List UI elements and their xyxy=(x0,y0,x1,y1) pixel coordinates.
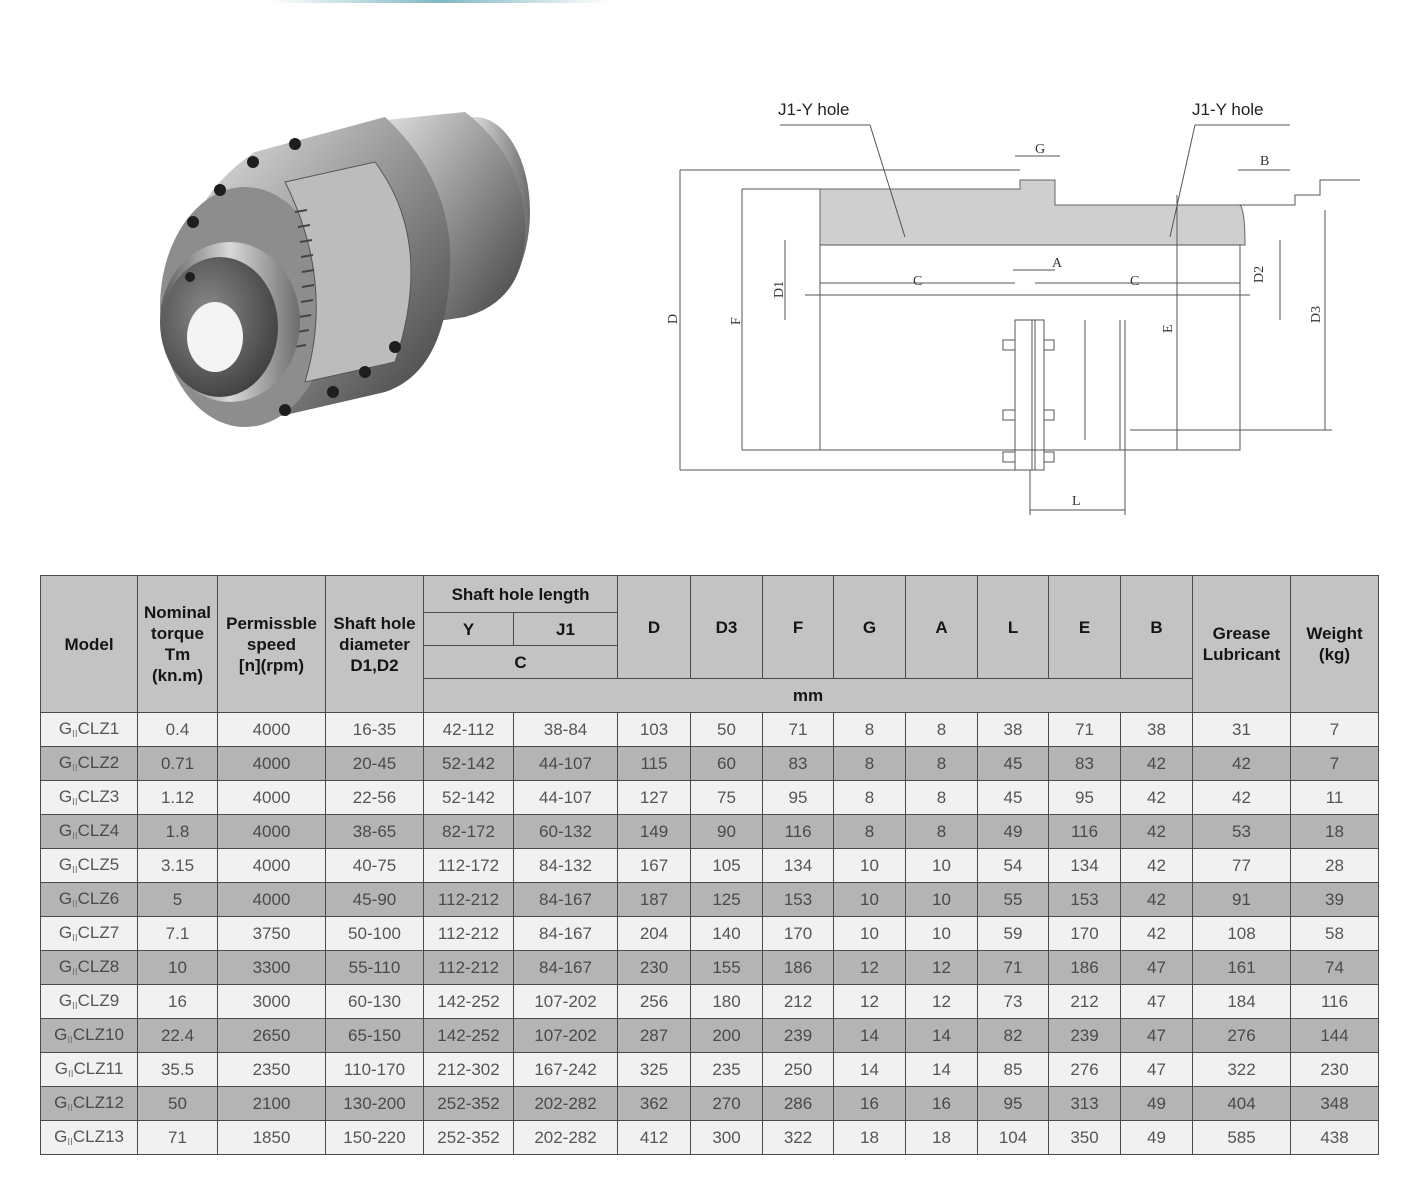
callout-j1-y-hole-left: J1-Y hole xyxy=(778,100,850,119)
callout-j1-y-hole-right: J1-Y hole xyxy=(1192,100,1264,119)
cell-torque: 10 xyxy=(138,951,218,985)
cell-l: 73 xyxy=(978,985,1049,1019)
cell-weight: 438 xyxy=(1291,1121,1379,1155)
table-row xyxy=(41,713,1379,747)
cell-a: 8 xyxy=(906,781,978,815)
svg-text:C: C xyxy=(913,274,923,289)
cell-d: 187 xyxy=(618,883,691,917)
cell-grease: 161 xyxy=(1193,951,1291,985)
cell-e: 95 xyxy=(1049,781,1121,815)
cell-f: 116 xyxy=(763,815,834,849)
cell-e: 134 xyxy=(1049,849,1121,883)
header-a: A xyxy=(906,576,978,679)
cell-model: $G_{II}CLZ9$ xyxy=(41,985,138,1019)
cell-g: 8 xyxy=(834,713,906,747)
cell-diameter: 55-110 xyxy=(326,951,424,985)
cell-b: 47 xyxy=(1121,1019,1193,1053)
cell-d: 115 xyxy=(618,747,691,781)
cell-a: 10 xyxy=(906,917,978,951)
cell-y: 52-142 xyxy=(424,781,514,815)
cell-model: $G_{II}CLZ2$ xyxy=(41,747,138,781)
header-l: L xyxy=(978,576,1049,679)
cell-speed: 4000 xyxy=(218,849,326,883)
cell-torque: 5 xyxy=(138,883,218,917)
table-row xyxy=(41,985,1379,1019)
cell-b: 49 xyxy=(1121,1087,1193,1121)
cell-f: 239 xyxy=(763,1019,834,1053)
cell-torque: 1.8 xyxy=(138,815,218,849)
cell-j1: 167-242 xyxy=(514,1053,618,1087)
cell-g: 10 xyxy=(834,917,906,951)
cell-a: 12 xyxy=(906,985,978,1019)
table-row xyxy=(41,747,1379,781)
svg-text:G: G xyxy=(1035,142,1046,157)
specification-table xyxy=(40,575,1379,1155)
cell-diameter: 40-75 xyxy=(326,849,424,883)
cell-diameter: 65-150 xyxy=(326,1019,424,1053)
cell-weight: 39 xyxy=(1291,883,1379,917)
cell-a: 12 xyxy=(906,951,978,985)
cell-weight: 11 xyxy=(1291,781,1379,815)
table-row xyxy=(41,815,1379,849)
cell-l: 45 xyxy=(978,781,1049,815)
cell-e: 83 xyxy=(1049,747,1121,781)
cell-j1: 44-107 xyxy=(514,747,618,781)
header-d3: D3 xyxy=(691,576,763,679)
cell-g: 18 xyxy=(834,1121,906,1155)
cell-e: 212 xyxy=(1049,985,1121,1019)
cell-d: 204 xyxy=(618,917,691,951)
cell-a: 8 xyxy=(906,747,978,781)
cell-grease: 42 xyxy=(1193,781,1291,815)
header-d: D xyxy=(618,576,691,679)
cell-l: 95 xyxy=(978,1087,1049,1121)
cell-grease: 276 xyxy=(1193,1019,1291,1053)
table-row xyxy=(41,1121,1379,1155)
cell-y: 212-302 xyxy=(424,1053,514,1087)
cell-g: 14 xyxy=(834,1019,906,1053)
cell-g: 8 xyxy=(834,781,906,815)
cell-speed: 3000 xyxy=(218,985,326,1019)
cell-model: $G_{II}CLZ4$ xyxy=(41,815,138,849)
cell-f: 212 xyxy=(763,985,834,1019)
cell-l: 85 xyxy=(978,1053,1049,1087)
cell-diameter: 60-130 xyxy=(326,985,424,1019)
cell-d3: 200 xyxy=(691,1019,763,1053)
header-f: F xyxy=(763,576,834,679)
cell-d: 325 xyxy=(618,1053,691,1087)
cell-f: 170 xyxy=(763,917,834,951)
cell-d: 167 xyxy=(618,849,691,883)
cell-j1: 202-282 xyxy=(514,1121,618,1155)
cell-speed: 4000 xyxy=(218,781,326,815)
cell-d3: 105 xyxy=(691,849,763,883)
cell-d3: 140 xyxy=(691,917,763,951)
cell-y: 112-172 xyxy=(424,849,514,883)
cell-model: $G_{II}CLZ1$ xyxy=(41,713,138,747)
cell-weight: 74 xyxy=(1291,951,1379,985)
cell-d: 287 xyxy=(618,1019,691,1053)
cell-d3: 270 xyxy=(691,1087,763,1121)
cell-model: $G_{II}CLZ11$ xyxy=(41,1053,138,1087)
cell-d3: 50 xyxy=(691,713,763,747)
cell-model: $G_{II}CLZ10$ xyxy=(41,1019,138,1053)
svg-text:D2: D2 xyxy=(1252,265,1267,283)
cell-a: 10 xyxy=(906,883,978,917)
cell-y: 112-212 xyxy=(424,883,514,917)
cell-diameter: 50-100 xyxy=(326,917,424,951)
cell-e: 313 xyxy=(1049,1087,1121,1121)
cell-diameter: 150-220 xyxy=(326,1121,424,1155)
cell-torque: 71 xyxy=(138,1121,218,1155)
cell-g: 12 xyxy=(834,985,906,1019)
svg-text:C: C xyxy=(1130,274,1140,289)
cell-grease: 108 xyxy=(1193,917,1291,951)
svg-text:D: D xyxy=(666,313,681,324)
cell-torque: 0.71 xyxy=(138,747,218,781)
cell-a: 8 xyxy=(906,713,978,747)
cell-j1: 84-167 xyxy=(514,883,618,917)
cell-torque: 1.12 xyxy=(138,781,218,815)
cell-grease: 322 xyxy=(1193,1053,1291,1087)
cell-e: 276 xyxy=(1049,1053,1121,1087)
cell-b: 42 xyxy=(1121,781,1193,815)
cell-f: 250 xyxy=(763,1053,834,1087)
cell-d: 412 xyxy=(618,1121,691,1155)
cell-diameter: 16-35 xyxy=(326,713,424,747)
cell-model: $G_{II}CLZ5$ xyxy=(41,849,138,883)
header-unit-mm: mm xyxy=(424,679,1193,713)
svg-text:B: B xyxy=(1260,154,1270,169)
svg-text:L: L xyxy=(1072,494,1081,509)
header-e: E xyxy=(1049,576,1121,679)
cell-torque: 7.1 xyxy=(138,917,218,951)
cell-y: 112-212 xyxy=(424,917,514,951)
cell-weight: 18 xyxy=(1291,815,1379,849)
svg-text:E: E xyxy=(1161,324,1176,333)
cell-l: 104 xyxy=(978,1121,1049,1155)
cell-d: 127 xyxy=(618,781,691,815)
cell-diameter: 38-65 xyxy=(326,815,424,849)
header-weight: Weight (kg) xyxy=(1291,576,1379,713)
cell-j1: 107-202 xyxy=(514,985,618,1019)
cell-j1: 107-202 xyxy=(514,1019,618,1053)
cell-l: 54 xyxy=(978,849,1049,883)
cell-y: 142-252 xyxy=(424,1019,514,1053)
cell-b: 47 xyxy=(1121,1053,1193,1087)
svg-text:D1: D1 xyxy=(772,280,787,298)
cell-model: $G_{II}CLZ7$ xyxy=(41,917,138,951)
cell-y: 42-112 xyxy=(424,713,514,747)
table-row xyxy=(41,917,1379,951)
table-row xyxy=(41,849,1379,883)
cell-speed: 3300 xyxy=(218,951,326,985)
cell-g: 8 xyxy=(834,815,906,849)
cell-b: 42 xyxy=(1121,917,1193,951)
cell-grease: 42 xyxy=(1193,747,1291,781)
cell-b: 42 xyxy=(1121,849,1193,883)
cell-f: 134 xyxy=(763,849,834,883)
cell-speed: 4000 xyxy=(218,815,326,849)
svg-text:A: A xyxy=(1052,256,1063,271)
cell-g: 12 xyxy=(834,951,906,985)
cell-a: 8 xyxy=(906,815,978,849)
cell-diameter: 110-170 xyxy=(326,1053,424,1087)
header-shaft-hole-length: Shaft hole length xyxy=(424,576,618,613)
header-b: B xyxy=(1121,576,1193,679)
cell-y: 252-352 xyxy=(424,1121,514,1155)
cell-weight: 116 xyxy=(1291,985,1379,1019)
cell-model: $G_{II}CLZ8$ xyxy=(41,951,138,985)
cell-speed: 4000 xyxy=(218,883,326,917)
header-model: Model xyxy=(41,576,138,713)
coupling-dimension-drawing xyxy=(660,85,1380,525)
cell-weight: 230 xyxy=(1291,1053,1379,1087)
cell-f: 95 xyxy=(763,781,834,815)
header-j1: J1 xyxy=(514,613,618,646)
svg-text:D3: D3 xyxy=(1309,305,1324,323)
cell-d: 149 xyxy=(618,815,691,849)
cell-diameter: 45-90 xyxy=(326,883,424,917)
cell-weight: 348 xyxy=(1291,1087,1379,1121)
cell-d3: 235 xyxy=(691,1053,763,1087)
header-speed: Permissble speed [n](rpm) xyxy=(218,576,326,713)
cell-weight: 7 xyxy=(1291,713,1379,747)
header-torque: Nominal torque Tm (kn.m) xyxy=(138,576,218,713)
cell-grease: 184 xyxy=(1193,985,1291,1019)
cell-grease: 585 xyxy=(1193,1121,1291,1155)
cell-speed: 2100 xyxy=(218,1087,326,1121)
cell-f: 186 xyxy=(763,951,834,985)
gear-coupling-product-image xyxy=(135,92,555,437)
cell-b: 47 xyxy=(1121,985,1193,1019)
cell-g: 10 xyxy=(834,883,906,917)
cell-l: 49 xyxy=(978,815,1049,849)
cell-torque: 22.4 xyxy=(138,1019,218,1053)
cell-e: 186 xyxy=(1049,951,1121,985)
cell-weight: 28 xyxy=(1291,849,1379,883)
cell-a: 14 xyxy=(906,1019,978,1053)
header-diameter: Shaft hole diameter D1,D2 xyxy=(326,576,424,713)
cell-j1: 84-167 xyxy=(514,951,618,985)
cell-g: 14 xyxy=(834,1053,906,1087)
cell-weight: 58 xyxy=(1291,917,1379,951)
cell-speed: 2650 xyxy=(218,1019,326,1053)
cell-g: 10 xyxy=(834,849,906,883)
cell-f: 153 xyxy=(763,883,834,917)
cell-a: 18 xyxy=(906,1121,978,1155)
cell-j1: 44-107 xyxy=(514,781,618,815)
cell-j1: 84-167 xyxy=(514,917,618,951)
cell-d: 230 xyxy=(618,951,691,985)
header-c: C xyxy=(424,646,618,679)
cell-grease: 53 xyxy=(1193,815,1291,849)
cell-l: 59 xyxy=(978,917,1049,951)
cell-d3: 125 xyxy=(691,883,763,917)
cell-l: 55 xyxy=(978,883,1049,917)
header-g: G xyxy=(834,576,906,679)
cell-diameter: 20-45 xyxy=(326,747,424,781)
cell-e: 71 xyxy=(1049,713,1121,747)
cell-y: 82-172 xyxy=(424,815,514,849)
cell-speed: 3750 xyxy=(218,917,326,951)
header-y: Y xyxy=(424,613,514,646)
cell-b: 42 xyxy=(1121,815,1193,849)
cell-j1: 202-282 xyxy=(514,1087,618,1121)
cell-d3: 180 xyxy=(691,985,763,1019)
cell-weight: 7 xyxy=(1291,747,1379,781)
cell-grease: 91 xyxy=(1193,883,1291,917)
cell-diameter: 22-56 xyxy=(326,781,424,815)
table-row xyxy=(41,951,1379,985)
table-row xyxy=(41,781,1379,815)
header-grease: Grease Lubricant xyxy=(1193,576,1291,713)
cell-d3: 60 xyxy=(691,747,763,781)
cell-f: 322 xyxy=(763,1121,834,1155)
cell-l: 38 xyxy=(978,713,1049,747)
cell-torque: 35.5 xyxy=(138,1053,218,1087)
cell-d3: 75 xyxy=(691,781,763,815)
cell-f: 71 xyxy=(763,713,834,747)
cell-d3: 300 xyxy=(691,1121,763,1155)
cell-model: $G_{II}CLZ3$ xyxy=(41,781,138,815)
table-row xyxy=(41,1019,1379,1053)
cell-diameter: 130-200 xyxy=(326,1087,424,1121)
cell-e: 116 xyxy=(1049,815,1121,849)
table-row xyxy=(41,1087,1379,1121)
cell-g: 8 xyxy=(834,747,906,781)
cell-b: 42 xyxy=(1121,883,1193,917)
cell-l: 45 xyxy=(978,747,1049,781)
table-row xyxy=(41,1053,1379,1087)
cell-grease: 31 xyxy=(1193,713,1291,747)
cell-weight: 144 xyxy=(1291,1019,1379,1053)
cell-a: 16 xyxy=(906,1087,978,1121)
cell-speed: 4000 xyxy=(218,747,326,781)
cell-torque: 3.15 xyxy=(138,849,218,883)
cell-speed: 1850 xyxy=(218,1121,326,1155)
cell-l: 71 xyxy=(978,951,1049,985)
cell-b: 47 xyxy=(1121,951,1193,985)
cell-d3: 90 xyxy=(691,815,763,849)
table-row xyxy=(41,883,1379,917)
cell-d3: 155 xyxy=(691,951,763,985)
cell-speed: 4000 xyxy=(218,713,326,747)
cell-j1: 84-132 xyxy=(514,849,618,883)
cell-b: 42 xyxy=(1121,747,1193,781)
cell-model: $G_{II}CLZ12$ xyxy=(41,1087,138,1121)
cell-j1: 60-132 xyxy=(514,815,618,849)
cell-torque: 0.4 xyxy=(138,713,218,747)
cell-grease: 77 xyxy=(1193,849,1291,883)
cell-d: 103 xyxy=(618,713,691,747)
cell-torque: 50 xyxy=(138,1087,218,1121)
cell-l: 82 xyxy=(978,1019,1049,1053)
cell-a: 14 xyxy=(906,1053,978,1087)
cell-grease: 404 xyxy=(1193,1087,1291,1121)
cell-e: 153 xyxy=(1049,883,1121,917)
cell-e: 239 xyxy=(1049,1019,1121,1053)
cell-speed: 2350 xyxy=(218,1053,326,1087)
cell-b: 49 xyxy=(1121,1121,1193,1155)
cell-a: 10 xyxy=(906,849,978,883)
cell-f: 286 xyxy=(763,1087,834,1121)
cell-y: 142-252 xyxy=(424,985,514,1019)
cell-e: 170 xyxy=(1049,917,1121,951)
cell-model: $G_{II}CLZ6$ xyxy=(41,883,138,917)
svg-text:F: F xyxy=(729,317,744,325)
cell-model: $G_{II}CLZ13$ xyxy=(41,1121,138,1155)
cell-d: 256 xyxy=(618,985,691,1019)
cell-b: 38 xyxy=(1121,713,1193,747)
cell-g: 16 xyxy=(834,1087,906,1121)
cell-torque: 16 xyxy=(138,985,218,1019)
cell-y: 252-352 xyxy=(424,1087,514,1121)
cell-f: 83 xyxy=(763,747,834,781)
cell-y: 52-142 xyxy=(424,747,514,781)
cell-j1: 38-84 xyxy=(514,713,618,747)
cell-y: 112-212 xyxy=(424,951,514,985)
cell-d: 362 xyxy=(618,1087,691,1121)
top-banner-edge xyxy=(270,0,610,3)
cell-e: 350 xyxy=(1049,1121,1121,1155)
